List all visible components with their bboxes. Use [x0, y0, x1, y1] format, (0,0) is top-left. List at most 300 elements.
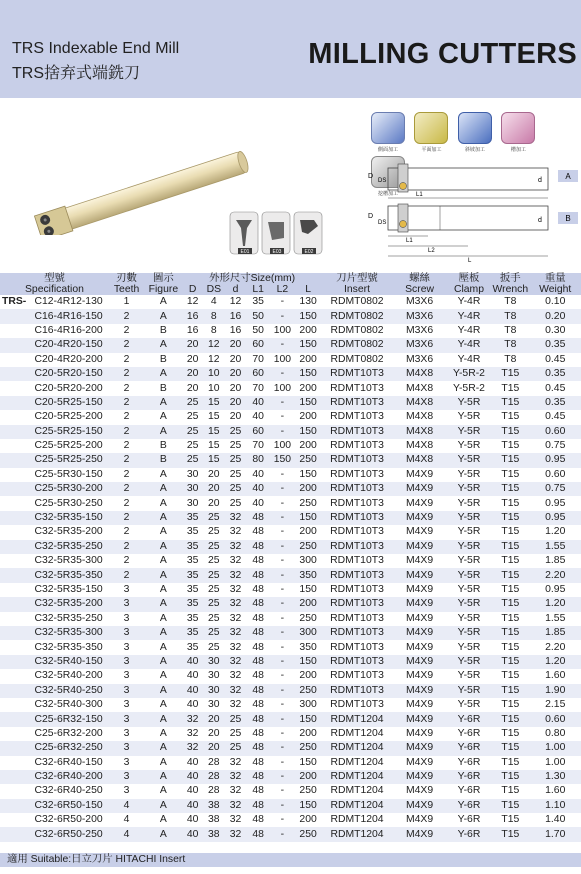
- row-prefix: [0, 453, 28, 467]
- cell-teeth: 2: [123, 555, 130, 567]
- cell-insert: RDMT10T3: [330, 540, 384, 552]
- row-prefix: [0, 554, 28, 568]
- cell-d: 25: [229, 468, 242, 480]
- cell-L: 130: [299, 296, 317, 308]
- cell-teeth: 4: [123, 799, 130, 811]
- cell-d: 32: [229, 569, 242, 581]
- cell-insert: RDMT0802: [330, 310, 384, 322]
- row-prefix: [0, 540, 28, 554]
- cell-clamp: Y-5R-2: [452, 382, 485, 394]
- cell-weight: 1.55: [545, 540, 566, 552]
- cell-weight: 0.45: [545, 353, 566, 365]
- table-row: [0, 439, 581, 453]
- cell-insert: RDMT10T3: [330, 699, 384, 711]
- cell-wrench: T8: [504, 296, 517, 308]
- cell-L: 250: [299, 454, 317, 466]
- cell-teeth: 2: [123, 425, 130, 437]
- cell-insert: RDMT1204: [330, 756, 384, 768]
- cell-L2: -: [280, 598, 285, 610]
- cell-wrench: T15: [501, 569, 520, 581]
- cell-d: 25: [229, 742, 242, 754]
- cell-weight: 0.60: [545, 713, 566, 725]
- cell-D: 40: [186, 771, 199, 783]
- cell-DS: 30: [208, 684, 220, 696]
- cell-figure: A: [159, 368, 167, 380]
- cell-clamp: Y-6R: [457, 727, 481, 739]
- row-prefix: [0, 827, 28, 841]
- cell-L: 150: [299, 713, 317, 725]
- cell-D: 40: [186, 699, 199, 711]
- cell-DS: 25: [208, 641, 220, 653]
- table-row: [0, 612, 581, 626]
- cell-weight: 1.55: [545, 612, 566, 624]
- cell-figure: A: [159, 713, 167, 725]
- cell-D: 12: [186, 296, 199, 308]
- row-prefix: [0, 712, 28, 726]
- cell-weight: 0.75: [545, 440, 566, 452]
- cell-spec: C32-5R40-150: [34, 655, 103, 667]
- cell-spec: C32-6R50-250: [34, 828, 103, 840]
- cell-figure: A: [159, 598, 167, 610]
- cell-L2: -: [280, 368, 285, 380]
- cell-L: 250: [299, 684, 317, 696]
- table-row: [0, 770, 581, 784]
- cell-L1: 40: [252, 396, 264, 408]
- cell-DS: 30: [208, 699, 220, 711]
- cell-L2: -: [280, 814, 285, 826]
- cell-L1: 48: [252, 526, 264, 538]
- cell-L2: -: [280, 641, 285, 653]
- cell-L2: -: [280, 655, 285, 667]
- cell-weight: 1.30: [545, 771, 566, 783]
- cell-spec: C20-5R25-200: [34, 411, 103, 423]
- table-row: [0, 741, 581, 755]
- table-body: [0, 295, 581, 842]
- cell-screw: M4X9: [405, 483, 434, 495]
- cell-teeth: 3: [123, 727, 130, 739]
- cell-DS: 25: [208, 584, 220, 595]
- cell-figure: A: [159, 396, 167, 408]
- cell-screw: M4X9: [405, 468, 434, 480]
- cell-insert: RDMT10T3: [330, 368, 384, 380]
- table-row: [0, 295, 581, 309]
- cell-spec: C32-5R40-250: [34, 684, 103, 696]
- dim-d: d: [538, 217, 542, 224]
- cell-d: 32: [229, 684, 242, 696]
- cell-D: 25: [186, 396, 199, 408]
- cell-DS: 15: [208, 454, 220, 466]
- cell-L: 150: [299, 368, 317, 380]
- cell-figure: A: [159, 627, 167, 639]
- page-subtitle: TRS捨弃式端銑刀: [12, 65, 141, 82]
- cell-L: 250: [299, 497, 317, 509]
- cell-spec: C32-5R35-200: [34, 526, 103, 538]
- cell-DS: 20: [208, 468, 220, 480]
- table-header-row: [0, 273, 581, 284]
- cell-weight: 1.85: [545, 555, 566, 567]
- cell-insert: RDMT10T3: [330, 440, 384, 452]
- row-prefix: [0, 626, 28, 640]
- cell-DS: 25: [208, 612, 220, 624]
- table-row: [0, 367, 581, 381]
- cell-L: 200: [299, 814, 317, 826]
- cell-L1: 48: [252, 699, 264, 711]
- cell-teeth: 2: [123, 483, 130, 495]
- cell-teeth: 2: [123, 440, 130, 452]
- col-header-spec: 型號 Specification: [25, 273, 84, 295]
- cell-teeth: 3: [123, 612, 130, 624]
- cell-L: 150: [299, 396, 317, 408]
- cell-L2: -: [280, 799, 285, 811]
- row-prefix: [0, 468, 28, 482]
- cell-figure: A: [159, 655, 167, 667]
- cell-insert: RDMT0802: [330, 339, 384, 351]
- row-prefix: [0, 525, 28, 539]
- cell-clamp: Y-5R: [457, 670, 481, 682]
- cell-L1: 48: [252, 598, 264, 610]
- cell-clamp: Y-5R: [457, 497, 481, 509]
- cell-weight: 0.60: [545, 425, 566, 437]
- row-prefix: [0, 353, 28, 367]
- cell-clamp: Y-5R: [457, 411, 481, 423]
- cell-L: 250: [299, 785, 317, 797]
- cell-clamp: Y-4R: [457, 353, 481, 365]
- cell-figure: A: [159, 540, 167, 552]
- cell-weight: 1.00: [545, 742, 566, 754]
- cell-L1: 50: [252, 310, 264, 322]
- cell-clamp: Y-5R: [457, 627, 481, 639]
- cell-L2: -: [280, 828, 285, 840]
- cell-clamp: Y-5R: [457, 396, 481, 408]
- cell-teeth: 3: [123, 756, 130, 768]
- cell-L2: -: [280, 497, 285, 509]
- cell-D: 35: [186, 627, 199, 639]
- cell-teeth: 2: [123, 569, 130, 581]
- cell-spec: C32-6R40-200: [34, 771, 103, 783]
- cell-d: 25: [229, 454, 242, 466]
- cell-d: 32: [229, 699, 242, 711]
- end-mill-illustration: [28, 150, 253, 235]
- col-header-L2: L2: [276, 284, 289, 295]
- cell-d: 32: [229, 655, 242, 667]
- cell-L1: 48: [252, 569, 264, 581]
- row-prefix: [0, 568, 28, 582]
- row-prefix: [0, 669, 28, 683]
- cell-L1: 70: [252, 382, 264, 394]
- cell-D: 20: [186, 353, 199, 365]
- cell-L: 150: [299, 584, 317, 595]
- table-row: [0, 640, 581, 654]
- cell-insert: RDMT0802: [330, 324, 384, 336]
- cell-insert: RDMT10T3: [330, 454, 384, 466]
- cell-L2: -: [280, 699, 285, 711]
- cell-insert: RDMT10T3: [330, 627, 384, 639]
- cell-weight: 1.20: [545, 526, 566, 538]
- cell-wrench: T15: [501, 368, 520, 380]
- cell-spec: C25-5R30-200: [34, 483, 103, 495]
- cell-wrench: T15: [501, 713, 520, 725]
- cell-insert: RDMT10T3: [330, 411, 384, 423]
- cell-d: 25: [229, 483, 242, 495]
- cell-figure: A: [159, 799, 167, 811]
- cell-screw: M3X6: [405, 296, 434, 308]
- cell-weight: 2.15: [545, 699, 566, 711]
- cell-wrench: T15: [501, 440, 520, 452]
- cell-spec: C32-5R35-300: [34, 555, 103, 567]
- cell-DS: 38: [208, 828, 220, 840]
- cell-L2: -: [280, 742, 285, 754]
- cell-teeth: 4: [123, 814, 130, 826]
- table-row: [0, 338, 581, 352]
- cell-teeth: 3: [123, 655, 130, 667]
- cell-d: 32: [229, 540, 242, 552]
- cell-teeth: 2: [123, 310, 130, 322]
- cell-DS: 28: [208, 785, 220, 797]
- cell-screw: M4X9: [405, 540, 434, 552]
- cell-insert: RDMT10T3: [330, 425, 384, 437]
- cell-d: 32: [229, 612, 242, 624]
- col-header-clamp: 壓板 Clamp: [453, 273, 484, 295]
- cell-figure: A: [159, 468, 167, 480]
- cell-figure: B: [159, 440, 167, 452]
- cell-L1: 48: [252, 555, 264, 567]
- cell-D: 35: [186, 584, 199, 595]
- table-row: [0, 482, 581, 496]
- cell-spec: C25-5R30-250: [34, 497, 103, 509]
- cell-L1: 48: [252, 627, 264, 639]
- cell-clamp: Y-5R: [457, 555, 481, 567]
- cell-screw: M4X9: [405, 655, 434, 667]
- row-prefix: TRS-: [1, 296, 27, 308]
- cell-d: 32: [229, 641, 242, 653]
- cell-L1: 48: [252, 684, 264, 696]
- cell-insert: RDMT1204: [330, 828, 384, 840]
- cell-teeth: 2: [123, 512, 130, 524]
- cell-teeth: 3: [123, 627, 130, 639]
- cell-screw: M4X9: [405, 785, 434, 797]
- cell-clamp: Y-5R: [457, 641, 481, 653]
- cell-L2: -: [280, 483, 285, 495]
- cell-D: 40: [186, 655, 199, 667]
- cell-screw: M3X6: [405, 339, 434, 351]
- cell-clamp: Y-6R: [457, 799, 481, 811]
- row-prefix: [0, 612, 28, 626]
- cell-screw: M4X9: [405, 771, 434, 783]
- cell-L: 300: [299, 699, 317, 711]
- cell-clamp: Y-6R: [457, 785, 481, 797]
- cell-spec: C20-5R20-150: [34, 368, 103, 380]
- cell-d: 32: [229, 555, 242, 567]
- cell-screw: M4X9: [405, 612, 434, 624]
- row-prefix: [0, 640, 28, 654]
- cell-L1: 48: [252, 670, 264, 682]
- side-milling-icon: [370, 112, 406, 153]
- figure-a-drawing: [358, 158, 580, 200]
- cell-clamp: Y-5R: [457, 512, 481, 524]
- cell-spec: C12-4R12-130: [34, 296, 103, 308]
- cell-L1: 70: [252, 440, 264, 452]
- cell-DS: 28: [208, 756, 220, 768]
- cell-spec: C25-6R32-250: [34, 742, 103, 754]
- cell-d: 32: [229, 785, 242, 797]
- col-header-d: d: [232, 284, 239, 295]
- cell-figure: A: [159, 497, 167, 509]
- row-prefix: [0, 655, 28, 669]
- dim-L1: L1: [406, 238, 413, 244]
- cell-wrench: T15: [501, 612, 520, 624]
- cell-d: 20: [229, 368, 242, 380]
- cell-weight: 0.35: [545, 368, 566, 380]
- insert-components: [228, 210, 326, 263]
- cell-spec: C25-5R25-250: [34, 454, 103, 466]
- cell-screw: M4X9: [405, 584, 434, 595]
- cell-figure: A: [159, 310, 167, 322]
- cell-figure: A: [159, 727, 167, 739]
- cell-teeth: 2: [123, 454, 130, 466]
- cell-teeth: 2: [123, 468, 130, 480]
- cell-screw: M4X8: [405, 454, 434, 466]
- cell-screw: M4X9: [405, 699, 434, 711]
- cell-wrench: T15: [501, 512, 520, 524]
- row-prefix: [0, 482, 28, 496]
- figure-b-drawing: [358, 202, 580, 264]
- table-row: [0, 511, 581, 525]
- cell-wrench: T15: [501, 785, 520, 797]
- cell-D: 20: [186, 382, 199, 394]
- cell-spec: C16-4R16-200: [34, 324, 103, 336]
- cell-L: 250: [299, 828, 317, 840]
- cell-D: 20: [186, 368, 199, 380]
- cell-weight: 0.80: [545, 727, 566, 739]
- cell-teeth: 3: [123, 713, 130, 725]
- cell-wrench: T15: [501, 627, 520, 639]
- table-row: [0, 626, 581, 640]
- cell-L: 150: [299, 512, 317, 524]
- cell-spec: C32-5R40-300: [34, 699, 103, 711]
- cell-D: 25: [186, 411, 199, 423]
- cell-weight: 0.75: [545, 483, 566, 495]
- row-prefix: [0, 799, 28, 813]
- cell-DS: 20: [208, 497, 220, 509]
- cell-figure: A: [159, 756, 167, 768]
- cell-insert: RDMT1204: [330, 785, 384, 797]
- cell-screw: M3X6: [405, 353, 434, 365]
- cell-spec: C25-6R32-200: [34, 727, 103, 739]
- table-row: [0, 784, 581, 798]
- label-e02: E02: [304, 249, 314, 255]
- cell-clamp: Y-6R: [457, 771, 481, 783]
- cell-DS: 28: [208, 771, 220, 783]
- cell-L: 200: [299, 411, 317, 423]
- cell-d: 32: [229, 512, 242, 524]
- cell-teeth: 4: [123, 828, 130, 840]
- row-prefix: [0, 396, 28, 410]
- cell-L1: 48: [252, 641, 264, 653]
- dim-DS: DS: [378, 220, 387, 226]
- cell-L: 350: [299, 641, 317, 653]
- cell-L2: -: [280, 512, 285, 524]
- cell-DS: 30: [208, 655, 220, 667]
- cell-teeth: 3: [123, 641, 130, 653]
- app-label: 平面加工: [421, 147, 442, 153]
- cell-L1: 40: [252, 411, 264, 423]
- cell-teeth: 1: [123, 296, 130, 308]
- cell-D: 32: [186, 727, 199, 739]
- section-heading: MILLING CUTTERS: [308, 38, 577, 70]
- cell-L2: -: [280, 756, 285, 768]
- cell-L1: 70: [252, 353, 264, 365]
- cell-D: 35: [186, 526, 199, 538]
- cell-insert: RDMT1204: [330, 799, 384, 811]
- cell-L1: 48: [252, 742, 264, 754]
- app-label: 斜坡加工: [464, 147, 485, 153]
- table-row: [0, 568, 581, 582]
- cell-figure: B: [159, 454, 167, 466]
- cell-clamp: Y-5R: [457, 540, 481, 552]
- cell-D: 35: [186, 569, 199, 581]
- cell-spec: C20-5R25-150: [34, 396, 103, 408]
- table-row: [0, 684, 581, 698]
- cell-D: 35: [186, 555, 199, 567]
- cell-weight: 1.20: [545, 655, 566, 667]
- cell-clamp: Y-4R: [457, 310, 481, 322]
- cell-figure: A: [159, 425, 167, 437]
- cell-d: 32: [229, 670, 242, 682]
- table-row: [0, 712, 581, 726]
- table-row: [0, 756, 581, 770]
- cell-L2: 100: [273, 440, 292, 452]
- cell-L2: -: [280, 713, 285, 725]
- cell-screw: M4X9: [405, 684, 434, 696]
- cell-weight: 0.35: [545, 396, 566, 408]
- cell-insert: RDMT1204: [330, 727, 384, 739]
- cell-figure: A: [159, 512, 167, 524]
- cell-figure: A: [159, 411, 167, 423]
- cell-clamp: Y-5R: [457, 584, 481, 595]
- cell-L2: -: [280, 540, 285, 552]
- cell-L: 150: [299, 468, 317, 480]
- cell-L: 200: [299, 324, 317, 336]
- cell-d: 16: [229, 324, 242, 336]
- cell-D: 16: [186, 310, 199, 322]
- cell-wrench: T15: [501, 684, 520, 696]
- cell-wrench: T15: [501, 483, 520, 495]
- cell-L1: 48: [252, 540, 264, 552]
- face-milling-icon: [413, 112, 449, 153]
- cell-clamp: Y-4R: [457, 339, 481, 351]
- cell-clamp: Y-6R: [457, 756, 481, 768]
- cell-weight: 2.20: [545, 569, 566, 581]
- cell-weight: 0.95: [545, 454, 566, 466]
- cell-wrench: T15: [501, 655, 520, 667]
- cell-L1: 40: [252, 497, 264, 509]
- cell-wrench: T8: [504, 353, 517, 365]
- cell-D: 40: [186, 684, 199, 696]
- cell-D: 35: [186, 540, 199, 552]
- cell-figure: A: [159, 339, 167, 351]
- cell-figure: A: [159, 814, 167, 826]
- cell-insert: RDMT10T3: [330, 612, 384, 624]
- cell-spec: C32-5R35-250: [34, 540, 103, 552]
- cell-D: 40: [186, 799, 199, 811]
- cell-insert: RDMT0802: [330, 296, 384, 308]
- cell-wrench: T15: [501, 799, 520, 811]
- cell-clamp: Y-4R: [457, 324, 481, 336]
- cell-DS: 25: [208, 512, 220, 524]
- cell-wrench: T8: [504, 339, 517, 351]
- cell-teeth: 2: [123, 339, 130, 351]
- cell-screw: M4X9: [405, 828, 434, 840]
